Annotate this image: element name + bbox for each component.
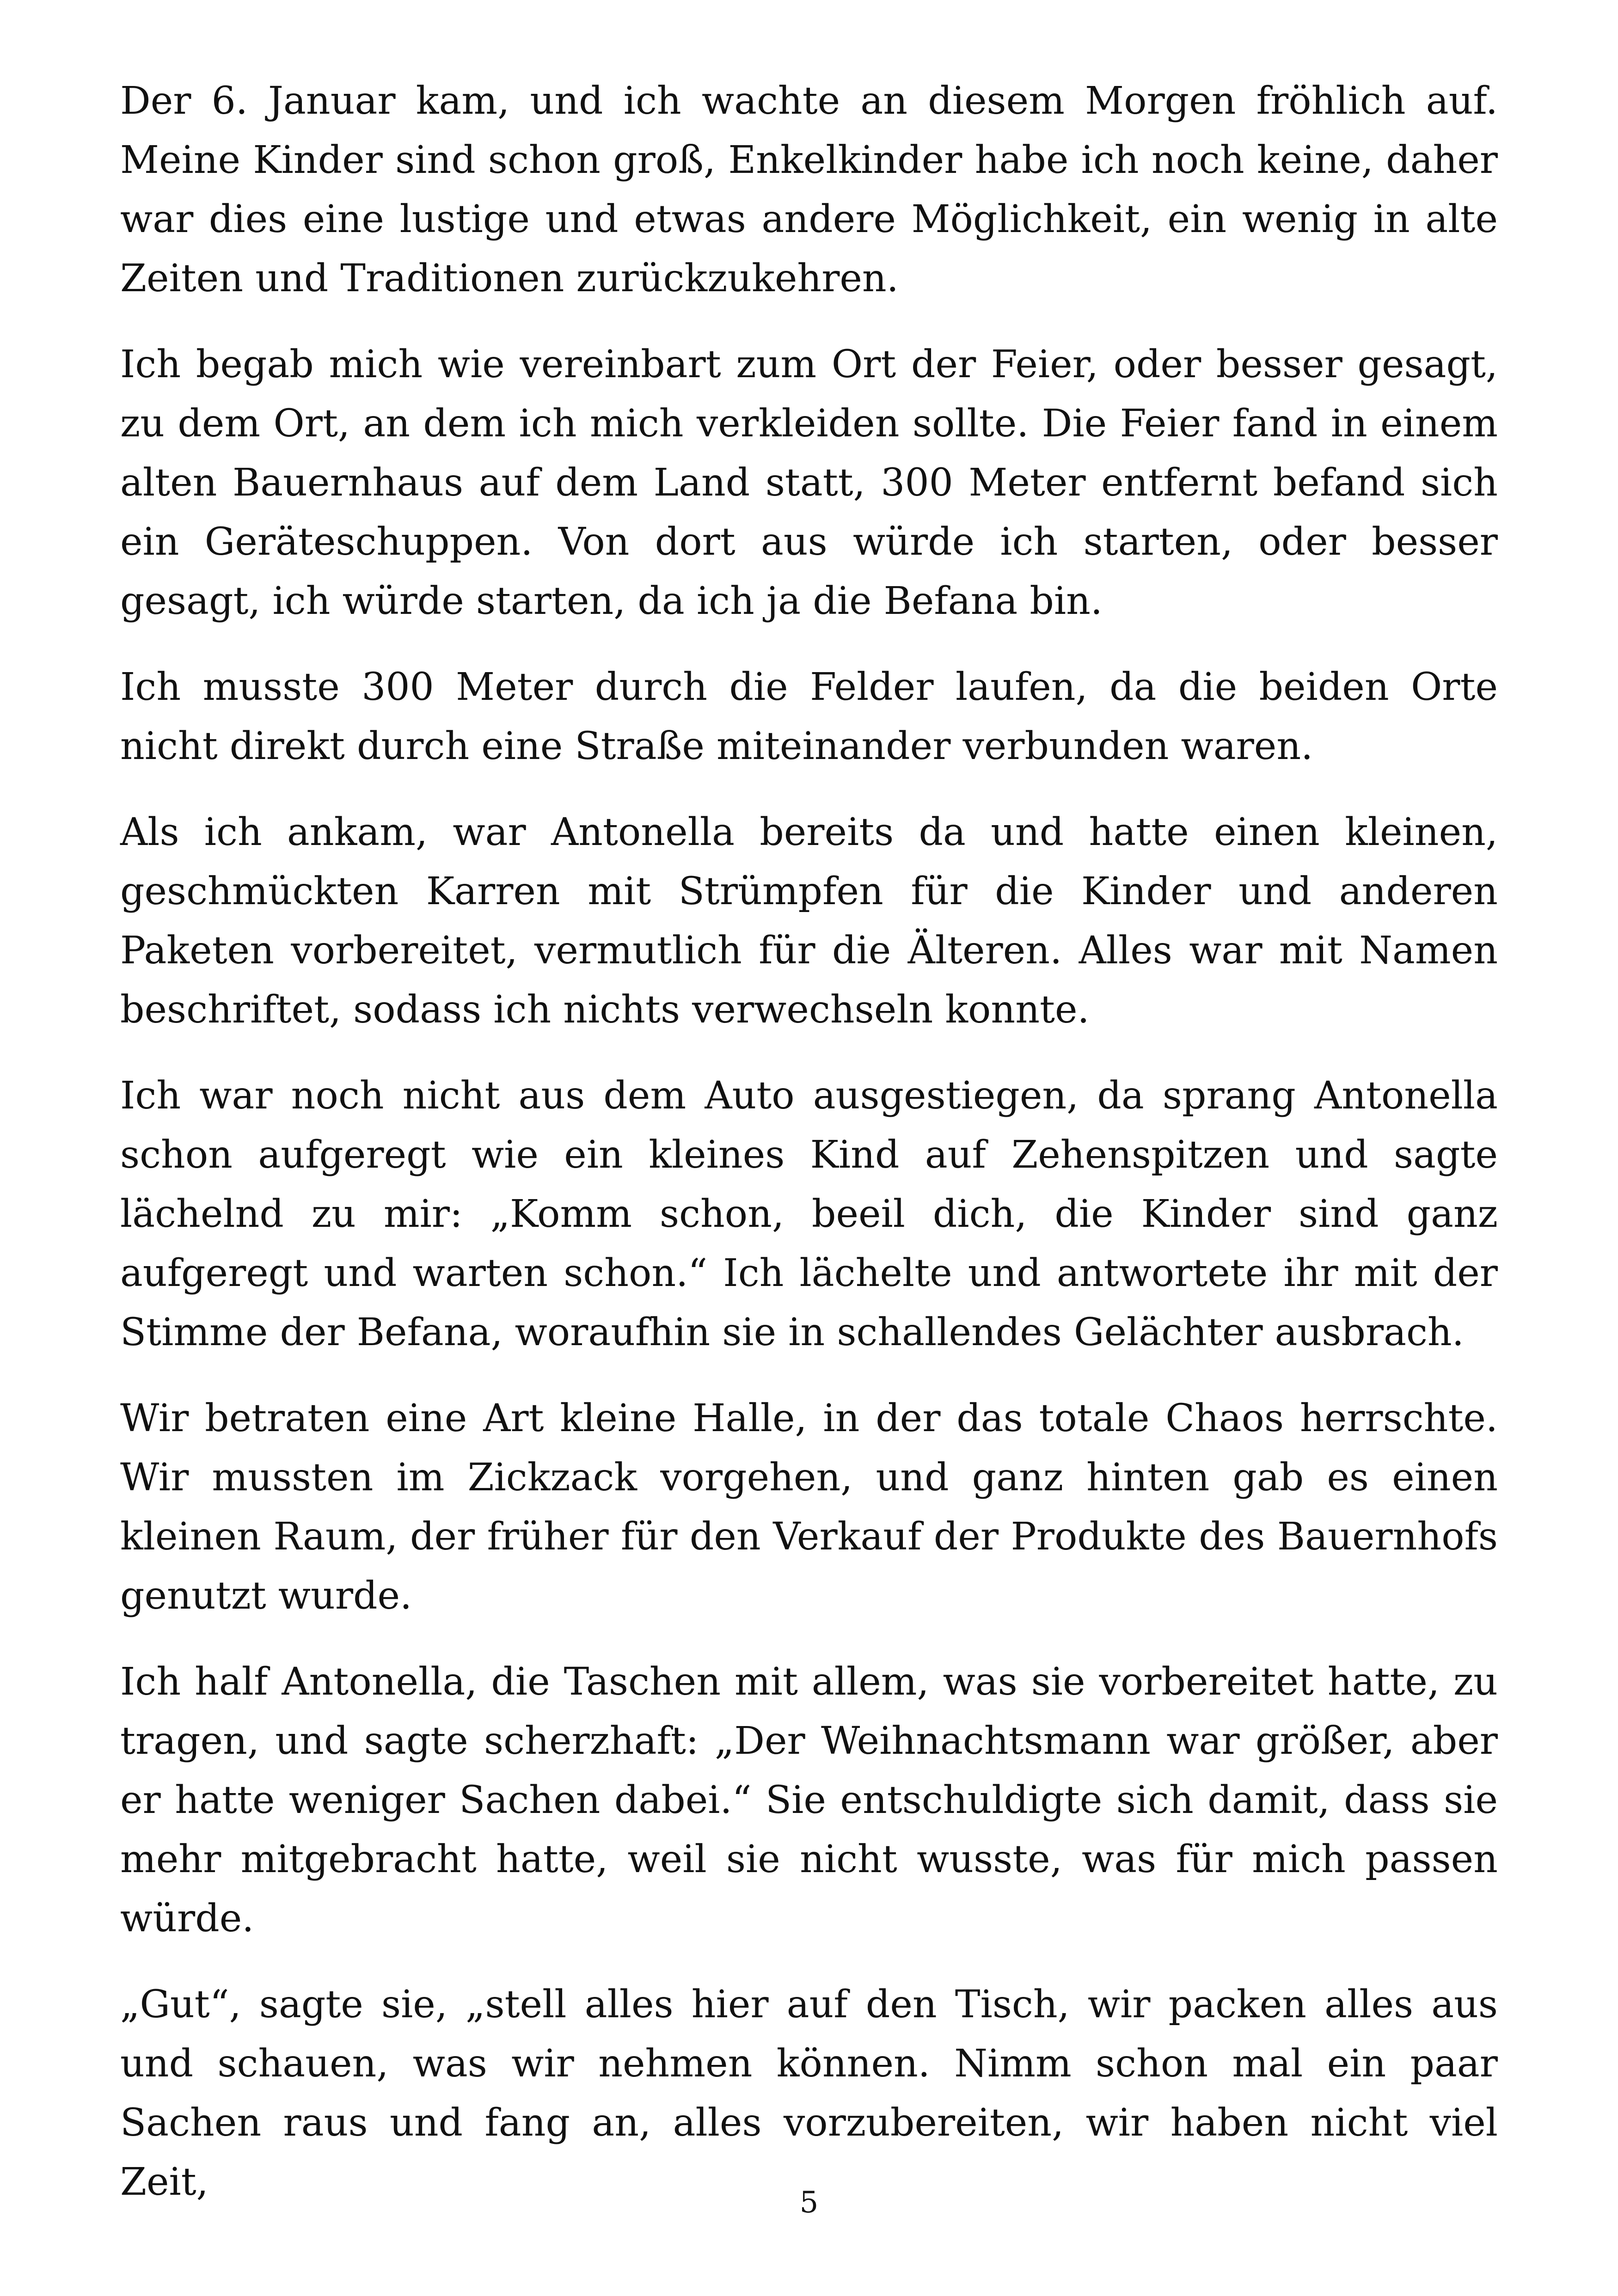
paragraph-1: Der 6. Januar kam, und ich wachte an diesem Morgen fröhlich auf. Meine Kinder sind schon groß, Enkelkinder habe ich noch keine, daher war dies eine lustige und etwas andere Möglichkeit, ein wenig in alte Zeiten und Traditionen zurückzukehren.	[120, 79, 1498, 300]
paragraph-5: Ich war noch nicht aus dem Auto ausgestiegen, da sprang Antonella schon aufgeregt wie ein kleines Kind auf Zehenspitzen und sagte lächelnd zu mir: „Komm schon, beeil dich, die Kinder sind ganz aufgeregt und warten schon.“ Ich lächelte und antwortete ihr mit der Stimme der Befana, woraufhin sie in schallendes Gelächter ausbrach.	[120, 1074, 1498, 1354]
paragraph-2: Ich begab mich wie vereinbart zum Ort der Feier, oder besser gesagt, zu dem Ort, an dem ich mich verkleiden sollte. Die Feier fand in einem alten Bauernhaus auf dem Land statt, 300 Meter entfernt befand sich ein Geräteschuppen. Von dort aus würde ich starten, oder besser gesagt, ich würde starten, da ich ja die Befana bin.	[120, 343, 1498, 623]
paragraph-4: Als ich ankam, war Antonella bereits da und hatte einen kleinen, geschmückten Karren mit Strümpfen für die Kinder und anderen Paketen vorbereitet, vermutlich für die Älteren. Alles war mit Namen beschriftet, sodass ich nichts verwechseln konnte.	[120, 810, 1498, 1032]
paragraph-3: Ich musste 300 Meter durch die Felder laufen, da die beiden Orte nicht direkt durch eine Straße miteinander verbunden waren.	[120, 665, 1498, 768]
paragraph-8: „Gut“, sagte sie, „stell alles hier auf den Tisch, wir packen alles aus und schauen, was wir nehmen können. Nimm schon mal ein paar Sachen raus und fang an, alles vorzubereiten, wir haben nicht viel Zeit,	[120, 1983, 1498, 2204]
paragraph-7: Ich half Antonella, die Taschen mit allem, was sie vorbereitet hatte, zu tragen, und sagte scherzhaft: „Der Weihnachtsmann war größer, aber er hatte weniger Sachen dabei.“ Sie entschuldigte sich damit, dass sie mehr mitgebracht hatte, weil sie nicht wusste, was für mich passen würde.	[120, 1660, 1498, 1941]
paragraph-6: Wir betraten eine Art kleine Halle, in der das totale Chaos herrschte. Wir mussten im Zickzack vorgehen, und ganz hinten gab es einen kleinen Raum, der früher für den Verkauf der Produkte des Bauernhofs genutzt wurde.	[120, 1396, 1498, 1618]
body-text	[120, 72, 1498, 2239]
page-number: 5	[799, 2186, 819, 2220]
